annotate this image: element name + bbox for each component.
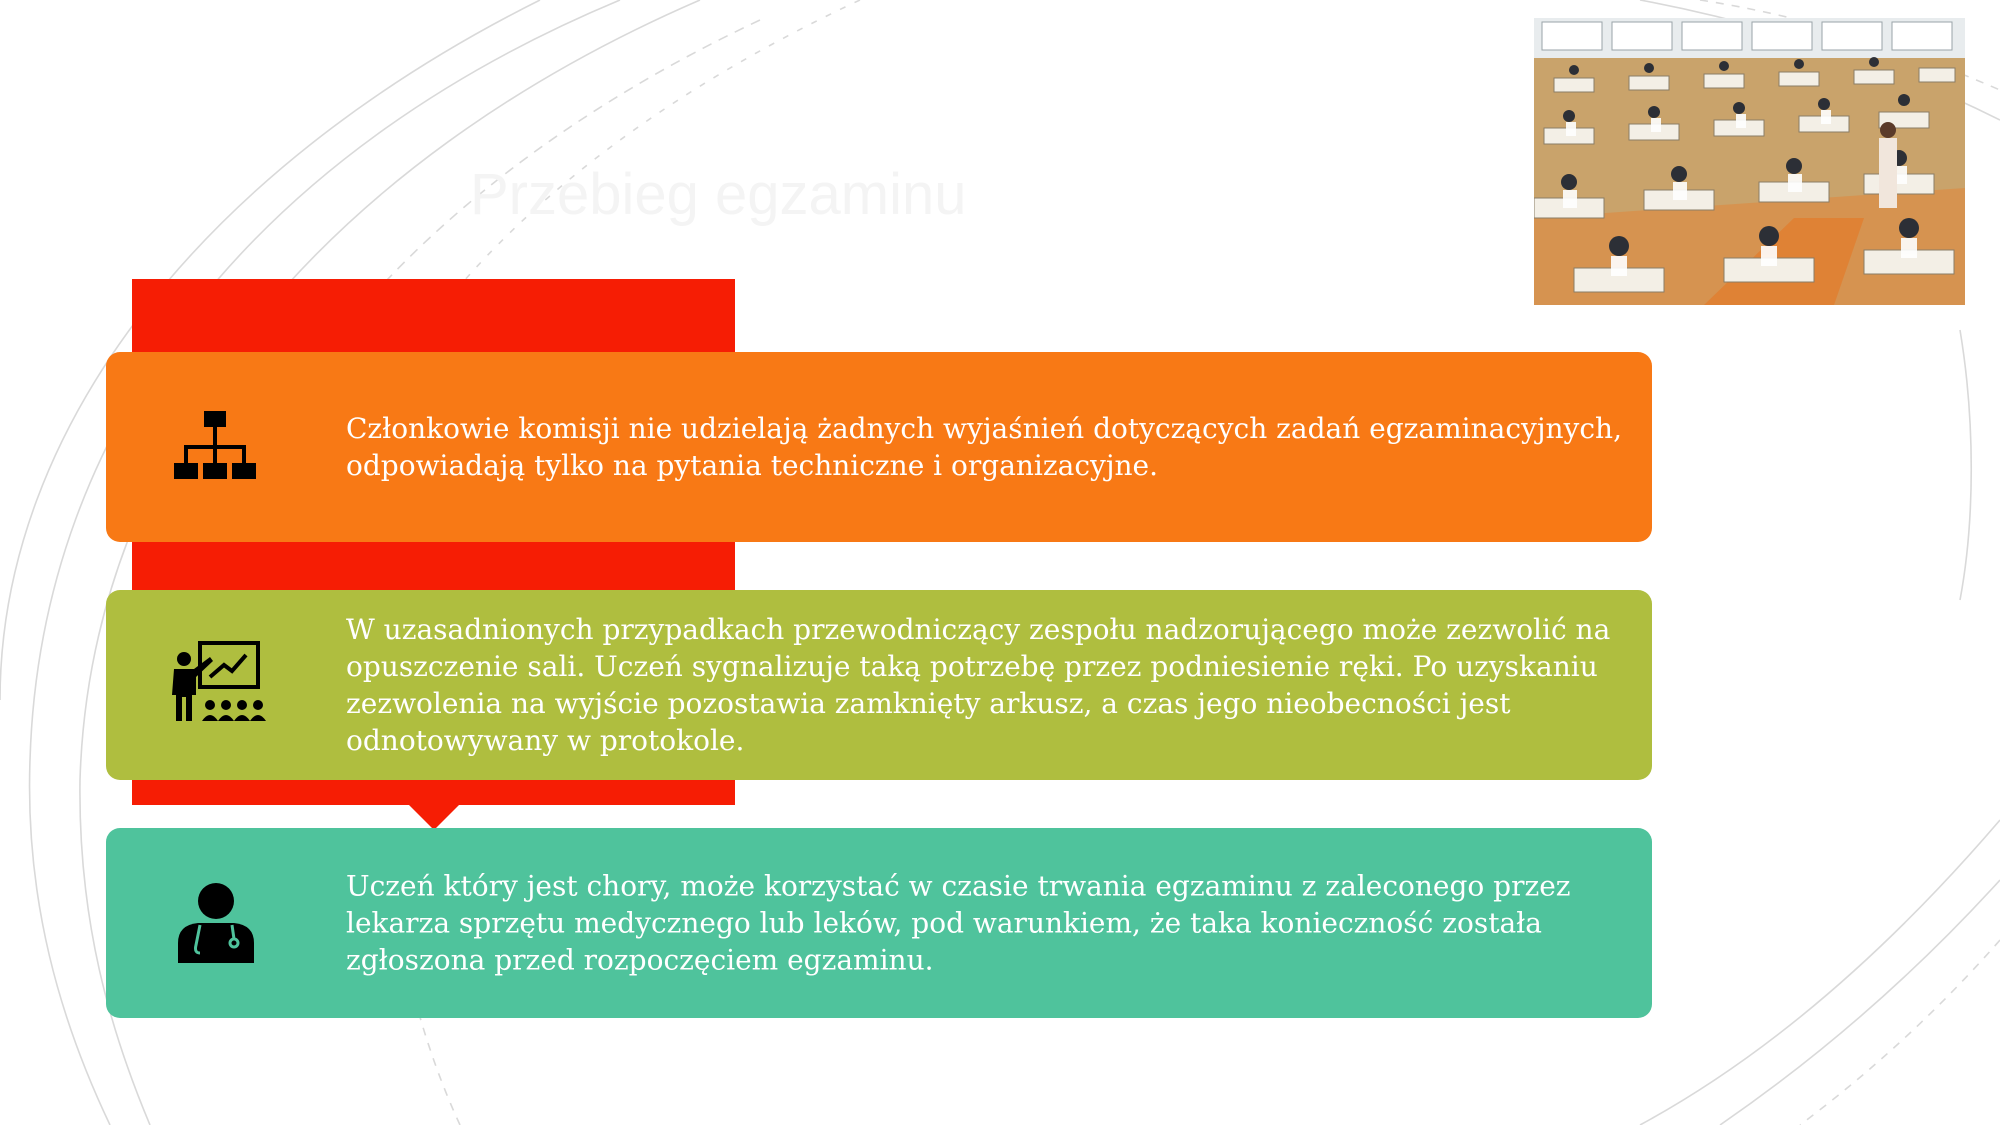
card-text: W uzasadnionych przypadkach przewodniczący zespołu nadzorującego może zezwolić na opuszczenie sali. Uczeń sygnalizuje taką potrzebę przez podniesienie ręki. Po uzyskaniu zezwolenia na wyjście pozostawia zamknięty arkusz, a czas jego nieobecności jest odnotowywany w protokole. [346, 613, 1611, 757]
card-text: Uczeń który jest chory, może korzystać w czasie trwania egzaminu z zaleconego przez lekarza sprzętu medycznego lub leków, pod warunkiem, że taka konieczność została zgłoszona przed rozpoczęciem egzaminu. [346, 869, 1571, 977]
exam-hall-photo [1534, 18, 1965, 305]
org-chart-icon [166, 397, 266, 497]
doctor-icon [166, 873, 266, 973]
slide-title: Przebieg egzaminu [470, 162, 967, 227]
red-accent-pointer [408, 804, 460, 830]
info-card-leaving-room [106, 590, 1652, 780]
card-text: Członkowie komisji nie udzielają żadnych wyjaśnień dotyczących zadań egzaminacyjnych, odpowiadają tylko na pytania techniczne i organizacyjne. [346, 412, 1622, 482]
info-card-medical [106, 828, 1652, 1018]
teacher-presentation-icon [166, 635, 266, 735]
exam-hall-illustration [1534, 18, 1965, 305]
info-card-commission [106, 352, 1652, 542]
